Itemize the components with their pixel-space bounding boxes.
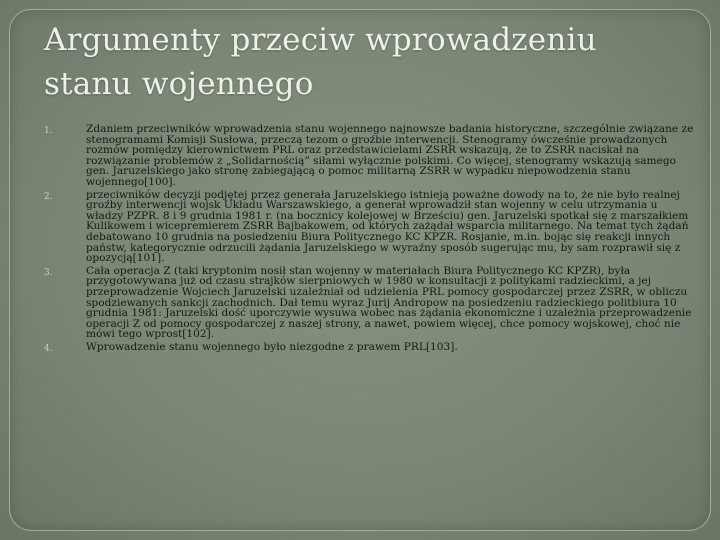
list-item	[44, 190, 694, 264]
list-item	[44, 342, 694, 353]
list-item-text: Cała operacja Z (taki kryptonim nosił stan wojenny w materiałach Biura Politycznego KC KPZR), była przygotowywana już od czasu strajków sierpniowych w 1980 w konsultacji z politykami radzieckimi, a jej przeprowadzenie Wojciech Jaruzelski uzależniał od udzielenia PRL pomocy gospodarczej przez ZSRR, w obliczu spodziewanych sankcji zachodnich. Dał temu wyraz Jurij Andropow na posiedzeniu radzieckiego politbiura 10 grudnia 1981: Jaruzelski dość uporczywie wysuwa wobec nas żądania ekonomiczne i uzależnia przeprowadzenie operacji Z od pomocy gospodarczej z naszej strony, a nawet, powiem więcej, chce pomocy wojskowej, choć nie mówi tego wprost[102].	[86, 264, 692, 341]
list-item-text: przeciwników decyzji podjętej przez generała Jaruzelskiego istnieją poważne dowody na to, że nie było realnej groźby interwencji wojsk Układu Warszawskiego, a generał wprowadził stan wojenny w celu utrzymania u władzy PZPR. 8 i 9 grudnia 1981 r. (na bocznicy kolejowej w Brześciu) gen. Jaruzelski spotkał się z marszałkiem Kulikowem i wicepremierem ZSRR Bajbakowem, od których zażądał wsparcia militarnego. Na temat tych żądań debatowano 10 grudnia na posiedzeniu Biura Politycznego KC KPZR. Rosjanie, m.in. bojąc się reakcji innych państw, kategorycznie odrzucili żądania Jaruzelskiego w wyraźny sposób sugerując mu, by sam rozprawił się z opozycją[101].	[86, 188, 689, 265]
list-item	[44, 266, 694, 340]
argument-list	[44, 124, 694, 354]
slide-title: Argumenty przeciw wprowadzeniu stanu wojennego	[44, 22, 597, 102]
list-item-number: 3.	[44, 267, 53, 278]
list-item-text: Wprowadzenie stanu wojennego było niezgodne z prawem PRL[103].	[86, 340, 458, 353]
list-item-text: Zdaniem przeciwników wprowadzenia stanu wojennego najnowsze badania historyczne, szczególnie związane ze stenogramami Komisji Susłowa, przeczą tezom o groźbie interwencji. Stenogramy ówcześnie prowadzonych rozmów pomiędzy kierownictwem PRL oraz przedstawicielami ZSRR wskazują, że to ZSRR naciskał na rozwiązanie problemów z „Solidarnością” siłami wyłącznie polskimi. Co więcej, stenogramy wskazują samego gen. Jaruzelskiego jako stronę zabiegającą o pomoc militarną ZSRR w wypadku niepowodzenia stanu wojennego[100].	[86, 123, 694, 188]
list-item	[44, 124, 694, 188]
list-item-number: 4.	[44, 343, 53, 354]
list-item-number: 1.	[44, 126, 53, 136]
list-item-number: 2.	[44, 191, 53, 202]
